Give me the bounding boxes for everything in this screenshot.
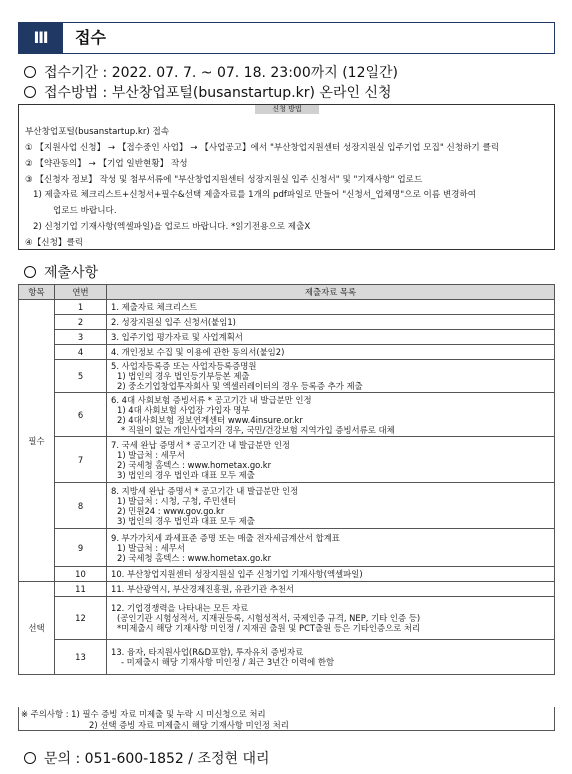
contact-text: 문의 : 051-600-1852 / 조정현 대리: [44, 751, 270, 767]
row-number: 11: [55, 582, 107, 597]
submission-heading: [24, 262, 98, 282]
row-number: 2: [55, 315, 107, 330]
row-number: 5: [55, 360, 107, 393]
row-item: 8. 지방세 완납 증명서 * 공고기간 내 발급분만 인정 1) 발급처 : 시청, 구청, 주민센터 2) 민원24 : www.gov.go.kr 3) 법인의 경우 법인과 대표 모두 제출: [107, 483, 555, 529]
row-number: 3: [55, 330, 107, 345]
circle-bullet-icon: [24, 266, 36, 278]
period-item: [24, 62, 398, 82]
guide-title: 신청 방법: [255, 105, 319, 114]
guide-line: ③ 【신청자 정보】 작성 및 첨부서류에 "부산창업지원센터 성장지원실 입주 신청서" 및 "기재사항" 업로드: [25, 175, 423, 185]
guide-line: ④【신청】클릭: [25, 238, 84, 248]
table-row: [19, 330, 555, 345]
table-row: [19, 315, 555, 330]
row-number: 10: [55, 567, 107, 582]
row-number: 12: [55, 597, 107, 640]
guide-line: 2) 신청기업 기재사항(엑셀파일)을 업로드 바랍니다. *읽기전용으로 제출X: [33, 222, 311, 232]
row-item: 2. 성장지원실 입주 신청서(붙임1): [107, 315, 555, 330]
table-row: [19, 640, 555, 675]
table-row: [19, 582, 555, 597]
table-row: [19, 300, 555, 315]
section-header: [18, 22, 555, 54]
section-title: 접수: [75, 28, 106, 47]
method-item: [24, 82, 392, 102]
table-row: [19, 529, 555, 567]
table-row: [19, 437, 555, 483]
method-text: 접수방법 : 부산창업포털(busanstartup.kr) 온라인 신청: [44, 85, 392, 101]
row-item: 6. 4대 사회보험 증빙서류 * 공고기간 내 발급분만 인정 1) 4대 사회보험 사업장 가입자 명부 2) 4대사회보험 정보연계센터 www.4insure.or.kr * 직원이 없는 개인사업자의 경우, 국민/건강보험 지역가입 증빙서류로 대체: [107, 393, 555, 437]
guide-line: ② 【약관동의】 → 【기업 일반현황】 작성: [25, 159, 188, 169]
guide-line: 업로드 바랍니다.: [53, 206, 117, 216]
row-item: 3. 입주기업 평가자료 및 사업계획서: [107, 330, 555, 345]
row-number: 6: [55, 393, 107, 437]
table-row: [19, 360, 555, 393]
caution-line: 2) 선택 증빙 자료 미제출시 해당 기재사항 미인정 처리: [89, 720, 289, 730]
row-number: 13: [55, 640, 107, 675]
table-row: [19, 483, 555, 529]
circle-bullet-icon: [24, 752, 36, 764]
row-item: 10. 부산창업지원센터 성장지원실 입주 신청기업 기재사항(엑셀파일): [107, 567, 555, 582]
row-item: 11. 부산광역시, 부산경제진흥원, 유관기관 추천서: [107, 582, 555, 597]
header-category: 항목: [19, 285, 55, 300]
row-item: 7. 국세 완납 증명서 * 공고기간 내 발급분만 인정 1) 발급처 : 세무서 2) 국세청 홈텍스 : www.hometax.go.kr 3) 법인의 경우 법인과 대표 모두 제출: [107, 437, 555, 483]
table-row: [19, 393, 555, 437]
contact-item: [24, 748, 270, 768]
period-text: 접수기간 : 2022. 07. 7. ~ 07. 18. 23:00까지 (12일간): [44, 65, 399, 81]
circle-bullet-icon: [24, 66, 36, 78]
category-required: 필수: [19, 300, 55, 582]
application-guide-box: [18, 104, 555, 250]
caution-note: [18, 707, 555, 731]
row-number: 7: [55, 437, 107, 483]
table-row: [19, 567, 555, 582]
guide-line: 1) 제출자료 체크리스트+신청서+필수&선택 제출자료를 1개의 pdf파일로 만들어 "신청서_업체명"으로 이름 변경하여: [33, 190, 477, 200]
row-number: 4: [55, 345, 107, 360]
table-row: [19, 597, 555, 640]
table-header-row: [19, 285, 555, 300]
caution-line: ※ 주의사항 : 1) 필수 증빙 자료 미제출 및 누락 시 미신청으로 처리: [21, 709, 266, 719]
row-item: 9. 부가가치세 과세표준 증명 또는 매출 전자세금계산서 합계표 1) 발급처 : 세무서 2) 국세청 홈텍스 : www.hometax.go.kr: [107, 529, 555, 567]
row-item: 5. 사업자등록증 또는 사업자등록증명원 1) 법인의 경우 법인등기부등본 제출 2) 중소기업창업투자회사 및 엑셀러레이터의 경우 등록증 추가 제출: [107, 360, 555, 393]
table-row: [19, 345, 555, 360]
submission-title: 제출사항: [44, 265, 99, 281]
category-optional: 선택: [19, 582, 55, 675]
circle-bullet-icon: [24, 86, 36, 98]
row-number: 8: [55, 483, 107, 529]
row-number: 1: [55, 300, 107, 315]
row-item: 12. 기업경쟁력을 나타내는 모든 자료 (공인기관 시험성적서, 지재권등록, 시험성적서, 국제인증 규격, NEP, 기타 인증 등) *미제출시 해당 기재사항 미인정 / 지재권 출원 및 PCT출원 등은 기타인증으로 처리: [107, 597, 555, 640]
header-list: 제출자료 목록: [107, 285, 555, 300]
row-item: 13. 융자, 타지원사업(R&D포함), 투자유치 증빙자료 - 미제출시 해당 기재사항 미인정 / 최근 3년간 이력에 한함: [107, 640, 555, 675]
row-item: 1. 제출자료 체크리스트: [107, 300, 555, 315]
guide-line: ① 【지원사업 신청】 → 【접수중인 사업】 → 【사업공고】에서 "부산창업지원센터 성장지원실 입주기업 모집" 신청하기 클릭: [25, 143, 500, 153]
section-number: Ⅲ: [19, 23, 63, 53]
guide-line: 부산창업포털(busanstartup.kr) 접속: [25, 127, 170, 137]
row-item: 4. 개인정보 수집 및 이용에 관한 동의서(붙임2): [107, 345, 555, 360]
submission-table: [18, 284, 555, 675]
row-number: 9: [55, 529, 107, 567]
header-number: 연번: [55, 285, 107, 300]
